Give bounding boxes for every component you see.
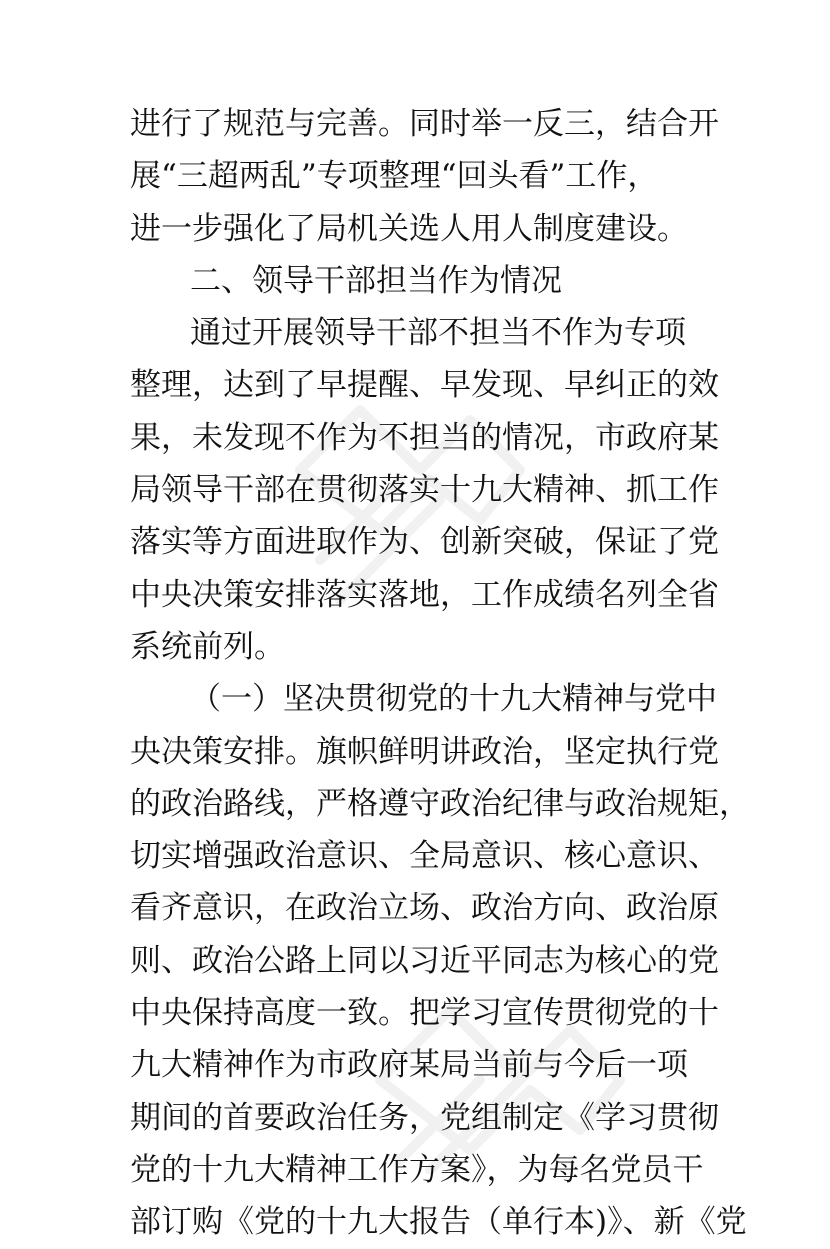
text-line-14: 的政治路线，严格遵守政治纪律与政治规矩， bbox=[130, 785, 750, 822]
text-line-15: 切实增强政治意识、全局意识、核心意识、 bbox=[130, 838, 719, 875]
text-line-10: 中央决策安排落实落地，工作成绩名列全省 bbox=[130, 576, 719, 613]
text-line-16: 看齐意识，在政治立场、政治方向、政治原 bbox=[130, 890, 719, 927]
text-line-7: 果，未发现不作为不担当的情况，市政府某 bbox=[130, 419, 719, 456]
section-heading: 二、领导干部担当作为情况 bbox=[190, 262, 562, 299]
text-line-20: 期间的首要政治任务，党组制定《学习贯彻 bbox=[130, 1099, 719, 1136]
body-text bbox=[130, 98, 750, 1249]
text-line-1: 进行了规范与完善。同时举一反三，结合开 bbox=[130, 106, 719, 142]
text-line-8: 局领导干部在贯彻落实十九大精神、抓工作 bbox=[130, 472, 719, 509]
text-line-6: 整理，达到了早提醒、早发现、早纠正的效 bbox=[130, 367, 719, 404]
text-line-13: 央决策安排。旗帜鲜明讲政治，坚定执行党 bbox=[130, 733, 719, 770]
text-line-19: 九大精神作为市政府某局当前与今后一项 bbox=[130, 1047, 688, 1084]
text-line-2: 展“三超两乱”专项整理“回头看”工作， bbox=[130, 158, 659, 195]
text-line-18: 中央保持高度一致。把学习宣传贯彻党的十 bbox=[130, 995, 719, 1032]
subsection-heading: （一）坚决贯彻党的十九大精神与党中 bbox=[190, 681, 717, 718]
text-line-9: 落实等方面进取作为、创新突破，保证了党 bbox=[130, 524, 719, 561]
text-line-3: 进一步强化了局机关选人用人制度建设。 bbox=[130, 210, 688, 247]
text-line-21: 党的十九大精神工作方案》，为每名党员干 bbox=[130, 1151, 704, 1188]
text-line-22: 部订购《党的十九大报告（单行本)》、新《党 bbox=[130, 1204, 747, 1241]
text-line-11: 系统前列。 bbox=[130, 628, 285, 665]
text-line-17: 则、政治公路上同以习近平同志为核心的党 bbox=[130, 942, 719, 979]
text-line-5: 通过开展领导干部不担当不作为专项 bbox=[190, 315, 686, 352]
